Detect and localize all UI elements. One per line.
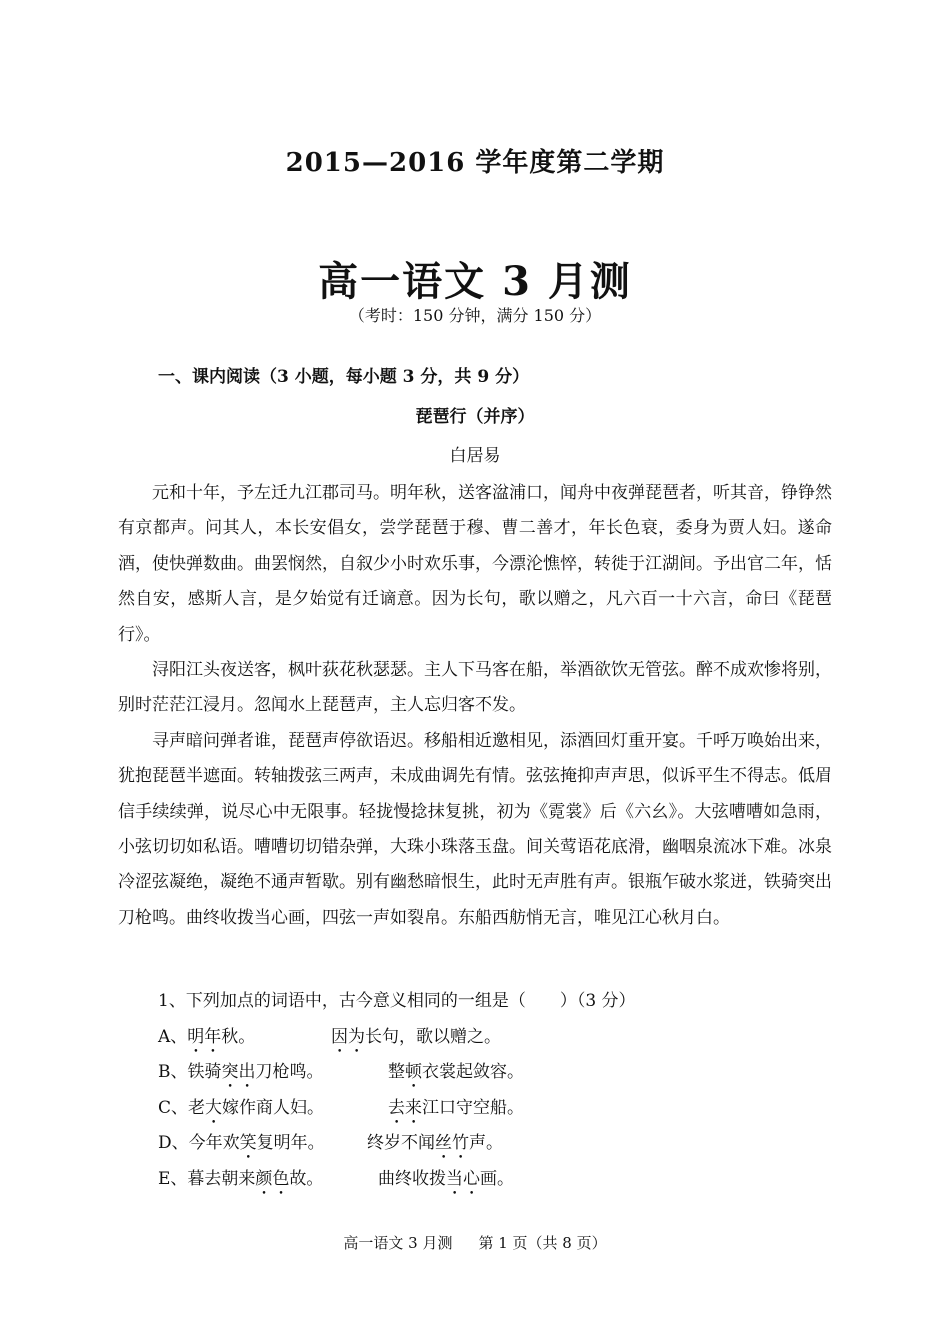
poem-preface: 元和十年，予左迁九江郡司马。明年秋，送客湓浦口，闻舟中夜弹琵琶者，听其音，铮铮然有京都声。问其人，本长安倡女，尝学琵琶于穆、曹二善才，年长色衰，委身为贾人妇。遂命酒，使快弹数曲。曲罢悯然，自叙少小时欢乐事，今漂沦憔悴，转徙于江湖间。予出官二年，恬然自安，感斯人言，是夕始觉有迁谪意。因为长句，歌以赠之，凡六百一十六言，命曰《琵琶行》。 (118, 483, 832, 645)
option-b-left: B、铁骑突出刀枪鸣。 (158, 1062, 324, 1083)
page-title: 高一语文 3 月测 (318, 258, 632, 305)
option-b-right: 整顿衣裳起敛容。 (388, 1062, 524, 1083)
footer-exam-name: 高一语文 3 月测 (343, 1234, 453, 1252)
option-e-right: 曲终收拨当心画。 (378, 1168, 514, 1189)
poem-paragraph: 寻声暗问弹者谁，琵琶声停欲语迟。移船相近邀相见，添酒回灯重开宴。千呼万唤始出来，犹抱琵琶半遮面。转轴拨弦三两声，未成曲调先有情。弦弦掩抑声声思，似诉平生不得志。低眉信手续续弹，说尽心中无限事。轻拢慢捻抹复挑，初为《霓裳》后《六幺》。大弦嘈嘈如急雨，小弦切切如私语。嘈嘈切切错杂弹，大珠小珠落玉盘。间关莺语花底滑，幽咽泉流冰下难。冰泉冷涩弦凝绝，凝绝不通声暂歇。别有幽愁暗恨生，此时无声胜有声。银瓶乍破水浆迸，铁骑突出刀枪鸣。曲终收拨当心画，四弦一声如裂帛。东船西舫悄无言，唯见江心秋月白。 (118, 730, 832, 928)
option-e-left: E、暮去朝来颜色故。 (158, 1168, 324, 1189)
option-a (158, 1022, 838, 1058)
poem-author: 白居易 (449, 446, 501, 466)
option-d (158, 1128, 838, 1164)
poem-title: 琵琶行（并序） (415, 407, 535, 427)
option-d-right: 终岁不闻丝竹声。 (367, 1133, 503, 1154)
exam-info: （考时：150 分钟，满分 150 分） (348, 306, 602, 325)
term-heading: 2015—2016 学年度第二学期 (285, 148, 665, 178)
option-a-left: A、明年秋。 (158, 1026, 256, 1047)
option-c-right: 去来江口守空船。 (388, 1097, 524, 1118)
poem-body (118, 476, 832, 936)
option-c-left: C、老大嫁作商人妇。 (158, 1097, 325, 1118)
section-heading: 一、课内阅读（3 小题，每小题 3 分，共 9 分） (158, 367, 530, 387)
poem-paragraph: 浔阳江头夜送客，枫叶荻花秋瑟瑟。主人下马客在船，举酒欲饮无管弦。醉不成欢惨将别，别时茫茫江浸月。忽闻水上琵琶声，主人忘归客不发。 (118, 660, 832, 716)
option-e (158, 1164, 838, 1200)
option-a-right: 因为长句，歌以赠之。 (331, 1026, 501, 1047)
question-1 (158, 986, 838, 1200)
option-d-left: D、今年欢笑复明年。 (158, 1133, 325, 1154)
option-b (158, 1057, 838, 1093)
option-c (158, 1093, 838, 1129)
footer-page-number: 第 1 页（共 8 页） (478, 1234, 607, 1252)
question-stem: 1、下列加点的词语中，古今意义相同的一组是（ ）（3 分） (158, 991, 636, 1011)
page-footer (0, 1232, 950, 1253)
